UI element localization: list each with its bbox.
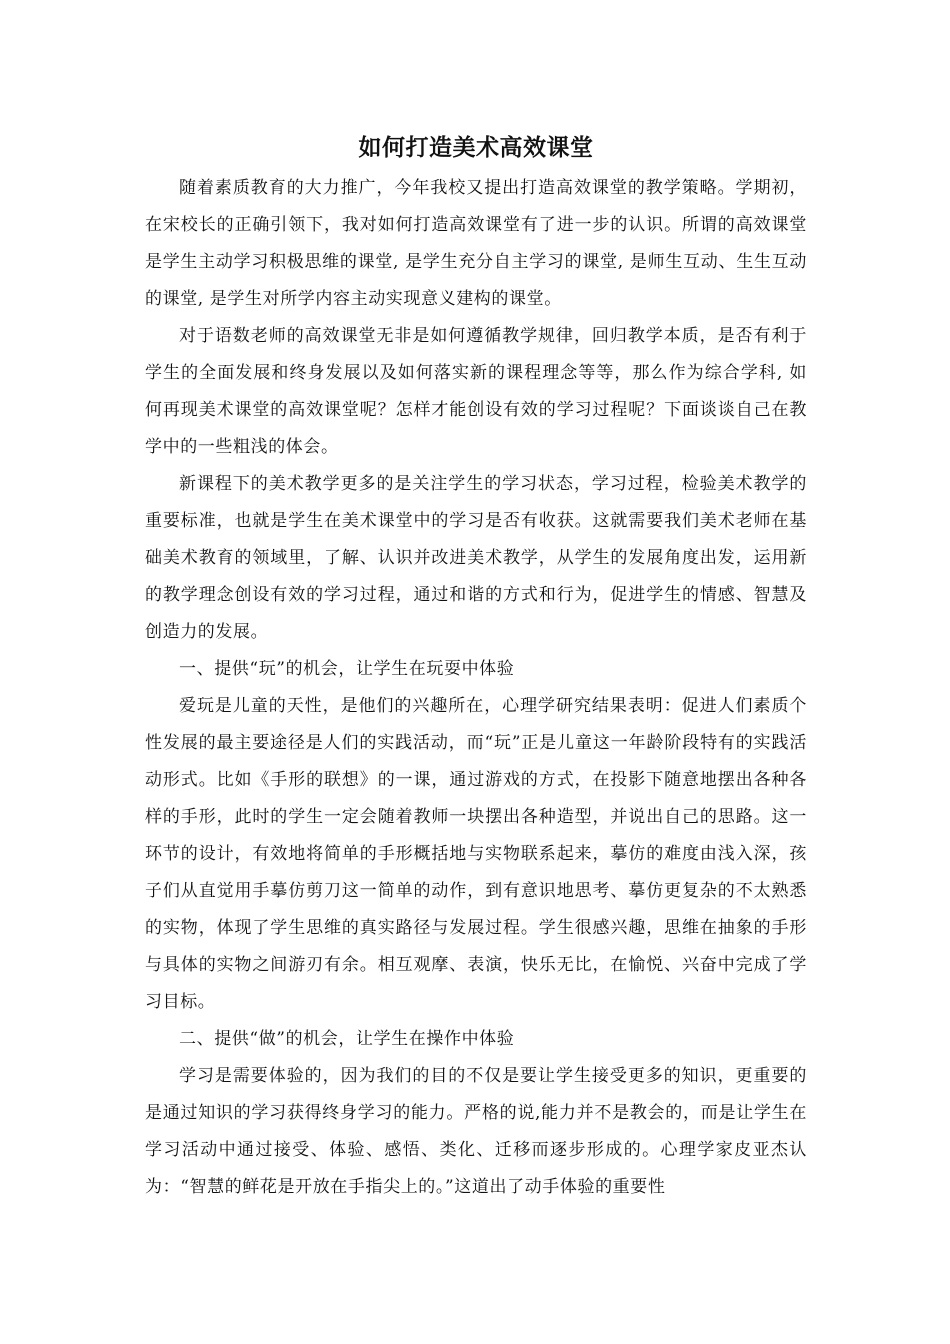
document-title: 如何打造美术高效课堂 (358, 134, 594, 161)
paragraph-intro: 随着素质教育的大力推广，今年我校又提出打造高效课堂的教学策略。学期初，在宋校长的正确引领下，我对如何打造高效课堂有了进一步的认识。所谓的高效课堂是学生主动学习积极思维的课堂, 是学生充分自主学习的课堂, 是师生互动、生生互动的课堂, 是学生对所学内容主动实现意义建构的课堂。 (145, 178, 807, 309)
paragraph-play: 爱玩是儿童的天性，是他们的兴趣所在，心理学研究结果表明：促进人们素质个性发展的最主要途径是人们的实践活动，而“玩”正是儿童这一年龄阶段特有的实践活动形式。比如《手形的联想》的一课，通过游戏的方式，在投影下随意地摆出各种各样的手形，此时的学生一定会随着教师一块摆出各种造型，并说出自己的思路。这一环节的设计，有效地将简单的手形概括地与实物联系起来，摹仿的难度由浅入深，孩子们从直觉用手摹仿剪刀这一简单的动作，到有意识地思考、摹仿更复杂的不太熟悉的实物，体现了学生思维的真实路径与发展过程。学生很感兴趣，思维在抽象的手形与具体的实物之间游刃有余。相互观摩、表演，快乐无比，在愉悦、兴奋中完成了学习目标。 (145, 696, 807, 1012)
document-page (145, 126, 807, 1206)
paragraph-do: 学习是需要体验的，因为我们的目的不仅是要让学生接受更多的知识，更重要的是通过知识的学习获得终身学习的能力。严格的说,能力并不是教会的，而是让学生在学习活动中通过接受、体验、感悟、类化、迁移而逐步形成的。心理学家皮亚杰认为：“智慧的鲜花是开放在手指尖上的。”这道出了动手体验的重要性 (145, 1066, 807, 1197)
section-heading-2: 二、提供“做”的机会，让学生在操作中体验 (179, 1029, 515, 1049)
section-heading-1: 一、提供“玩”的机会，让学生在玩耍中体验 (179, 659, 515, 679)
paragraph-question: 对于语数老师的高效课堂无非是如何遵循教学规律，回归教学本质，是否有利于学生的全面发展和终身发展以及如何落实新的课程理念等等，那么作为综合学科, 如何再现美术课堂的高效课堂呢？怎样才能创设有效的学习过程呢？下面谈谈自己在教学中的一些粗浅的体会。 (145, 326, 807, 457)
paragraph-new-curriculum: 新课程下的美术教学更多的是关注学生的学习状态，学习过程，检验美术教学的重要标准，也就是学生在美术课堂中的学习是否有收获。这就需要我们美术老师在基础美术教育的领域里，了解、认识并改进美术教学，从学生的发展角度出发，运用新的教学理念创设有效的学习过程，通过和谐的方式和行为，促进学生的情感、智慧及创造力的发展。 (145, 474, 807, 642)
